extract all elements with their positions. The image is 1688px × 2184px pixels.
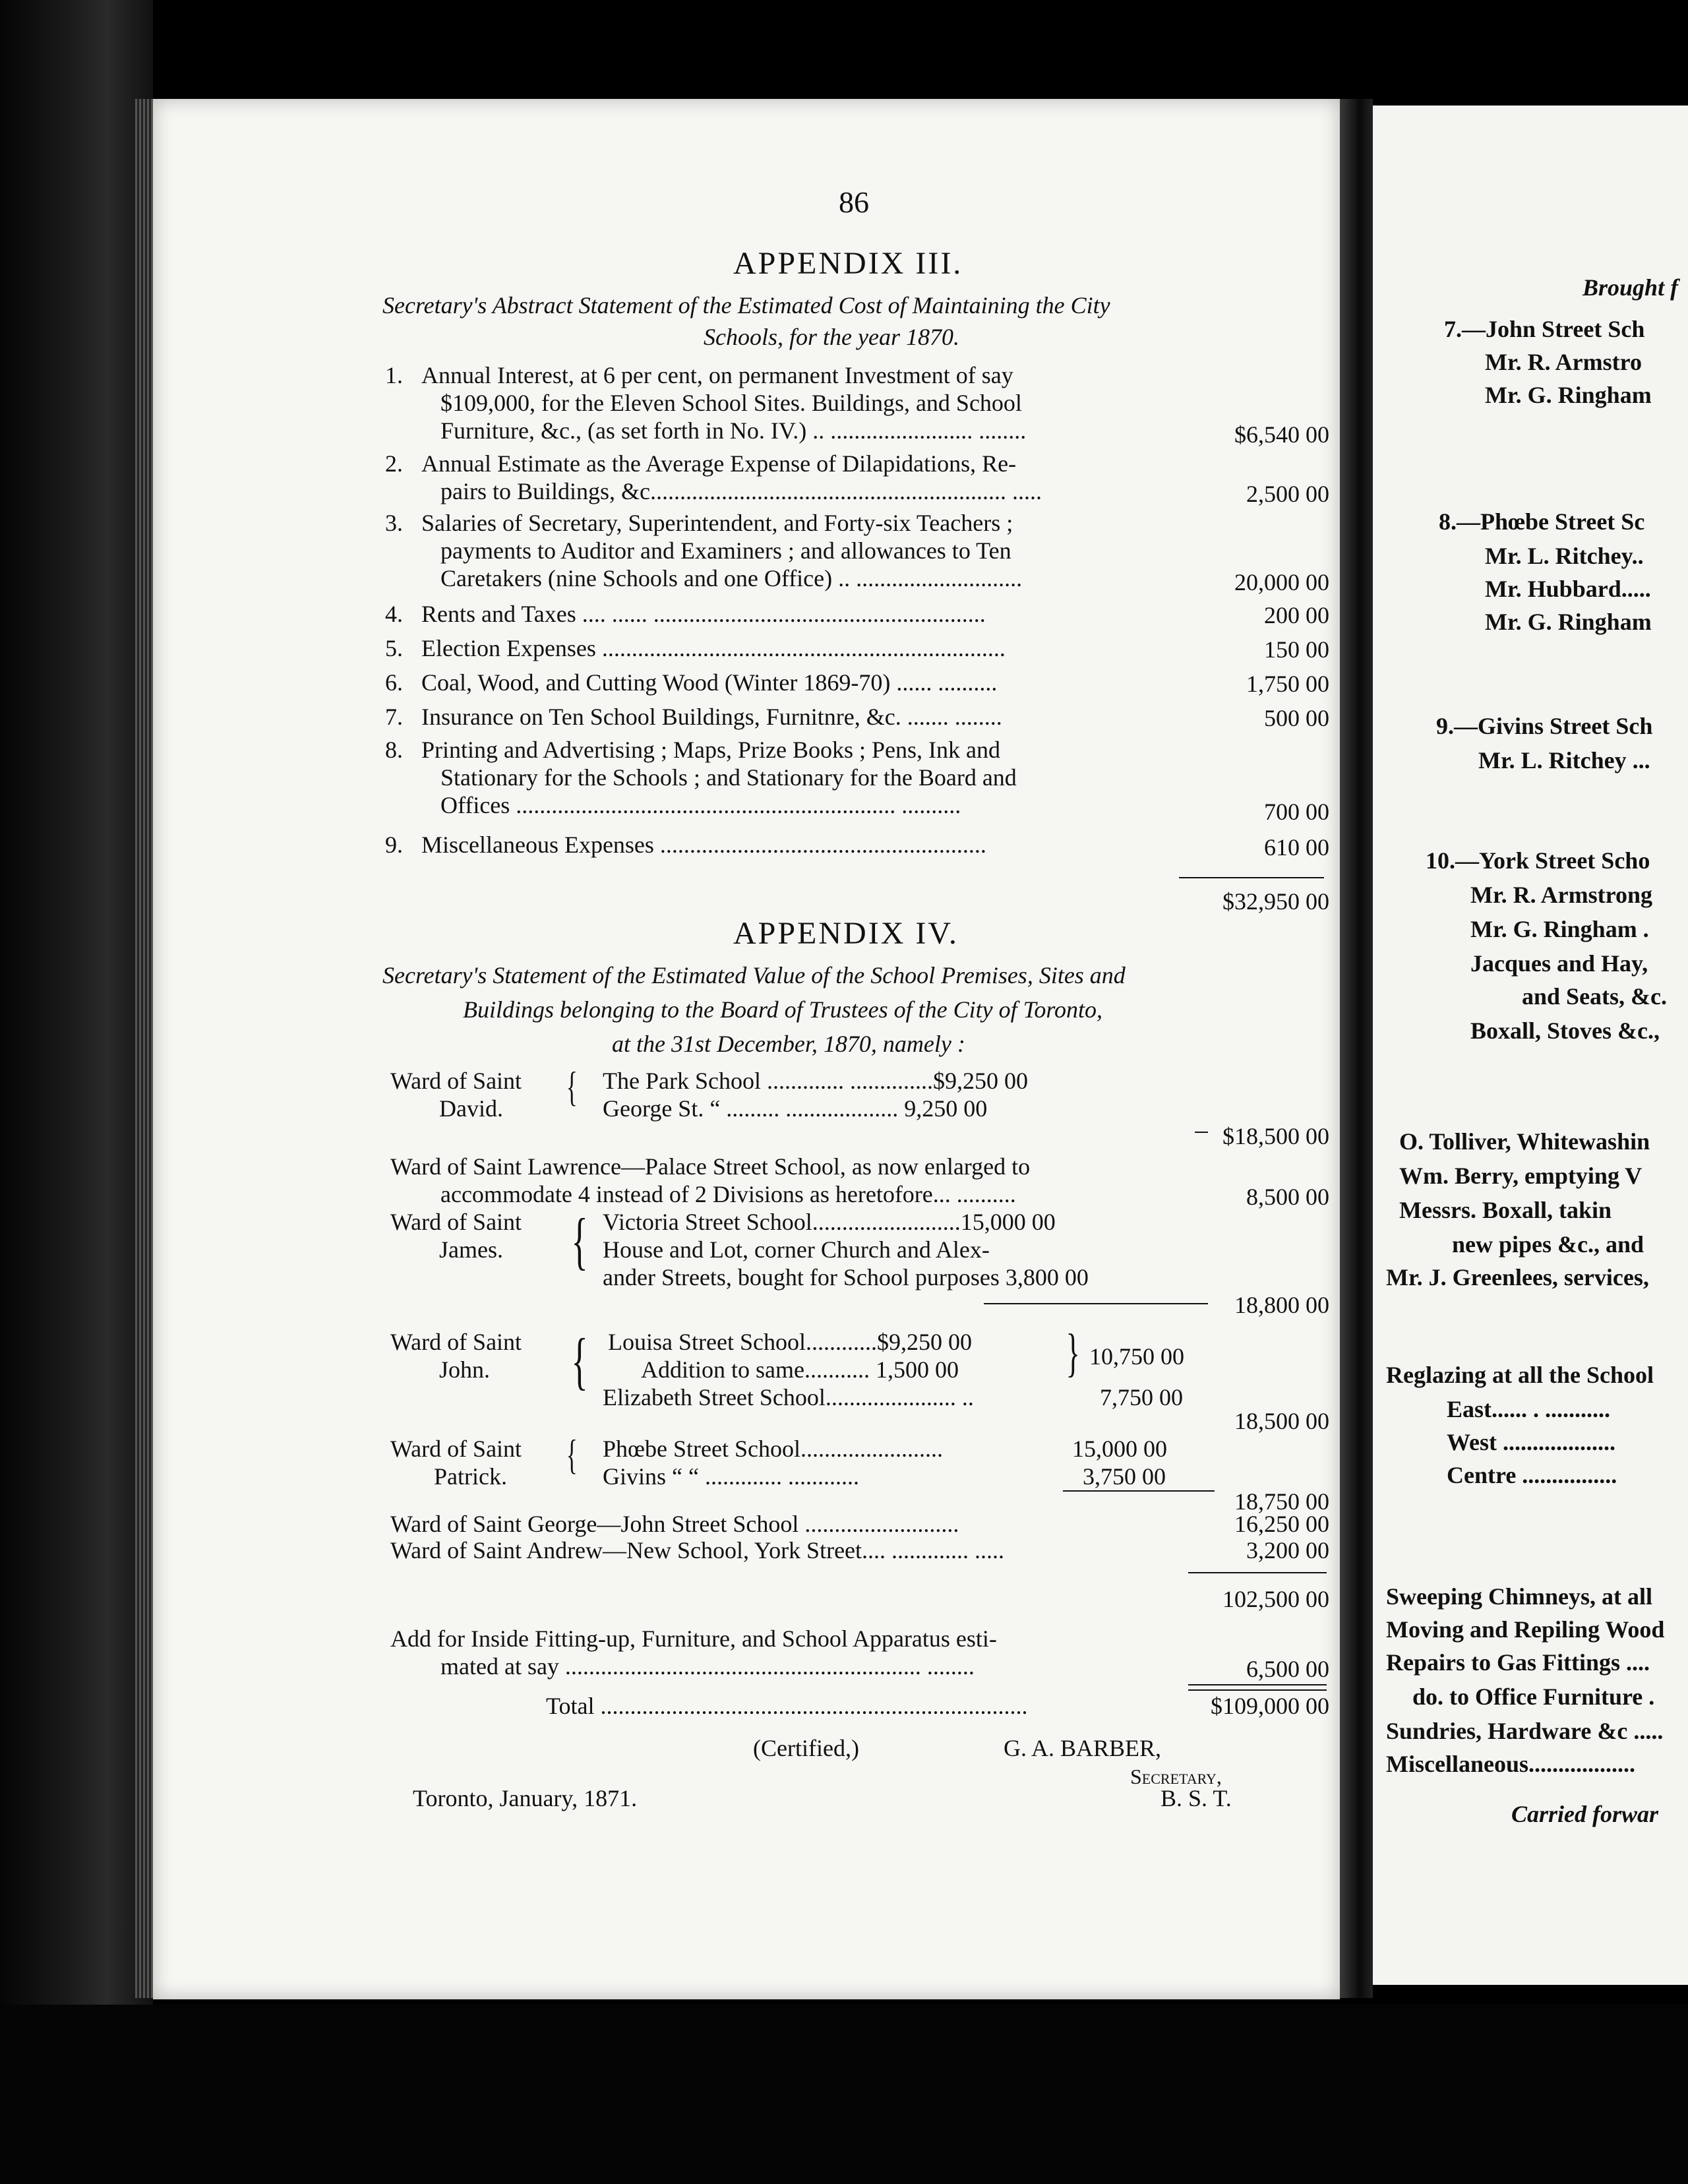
item-amount: 700 00 (1264, 799, 1329, 825)
subtotal: 10,750 00 (1089, 1343, 1184, 1370)
school-amount: 7,750 00 (1100, 1384, 1183, 1410)
appendix-3-title: APPENDIX III. (733, 246, 963, 281)
ward-label: Ward of Saint (390, 1068, 522, 1094)
appendix-4-subtitle-1: Secretary's Statement of the Estimated Value of the School Premises, Sites and (382, 962, 1126, 988)
right-line: Centre ................ (1447, 1462, 1617, 1488)
total-rule (1188, 1689, 1327, 1691)
certified-label: (Certified,) (753, 1735, 859, 1761)
school-row: Phœbe Street School........................ (603, 1436, 943, 1462)
total-rule (1188, 1684, 1327, 1685)
item-amount: 2,500 00 (1246, 481, 1329, 507)
school-row: The Park School ............. ..............$9,250 00 (603, 1068, 1028, 1094)
page-edges (135, 99, 155, 1998)
ward-label: James. (439, 1236, 503, 1263)
signer-board: B. S. T. (1160, 1785, 1232, 1811)
item-line: Annual Interest, at 6 per cent, on permanent Investment of say (421, 362, 1013, 388)
ward-total: 18,750 00 (1234, 1488, 1329, 1515)
right-line: and Seats, &c. (1522, 983, 1668, 1010)
right-line: Mr. Hubbard..... (1485, 576, 1651, 602)
appendix-3-subtitle-2: Schools, for the year 1870. (704, 324, 959, 350)
item-number: 8. (385, 737, 403, 763)
item-number: 5. (385, 635, 403, 661)
item-number: 3. (385, 510, 403, 536)
right-line: 9.—Givins Street Sch (1436, 713, 1653, 739)
brace-right: } (1066, 1324, 1080, 1382)
item-line: Election Expenses .................................................................... (421, 635, 1006, 661)
right-line: West ................... (1447, 1429, 1615, 1455)
right-line: O. Tolliver, Whitewashin (1399, 1128, 1650, 1155)
item-line: Stationary for the Schools ; and Stationary for the Board and (440, 764, 1017, 791)
add-line: Add for Inside Fitting-up, Furniture, and School Apparatus esti- (390, 1625, 997, 1652)
right-line: Mr. G. Ringham (1485, 609, 1652, 635)
ward-label: David. (439, 1095, 503, 1122)
right-line: Mr. L. Ritchey ... (1478, 747, 1650, 774)
brought-forward: Brought f (1582, 274, 1679, 301)
ward-label: John. (439, 1356, 491, 1383)
right-line: Mr. L. Ritchey.. (1485, 543, 1644, 569)
background-bottom (0, 2005, 1688, 2184)
right-line: Moving and Repiling Wood (1386, 1616, 1665, 1643)
appendix-3-subtitle-1: Secretary's Abstract Statement of the Estimated Cost of Maintaining the City (382, 292, 1110, 318)
item-number: 9. (385, 832, 403, 858)
right-line: Mr. G. Ringham (1485, 382, 1652, 408)
ward-amount: 16,250 00 (1234, 1511, 1329, 1537)
appendix-4-total: $109,000 00 (1211, 1693, 1329, 1719)
right-line: do. to Office Furniture . (1412, 1684, 1655, 1710)
item-number: 7. (385, 704, 403, 730)
ward-total: 18,500 00 (1234, 1408, 1329, 1434)
item-line: Printing and Advertising ; Maps, Prize Books ; Pens, Ink and (421, 737, 1000, 763)
item-line: Miscellaneous Expenses ....................................................... (421, 832, 986, 858)
right-line: Mr. G. Ringham . (1470, 916, 1649, 942)
right-line: Boxall, Stoves &c., (1470, 1017, 1660, 1044)
ward-line: accommodate 4 instead of 2 Divisions as heretofore... .......... (440, 1181, 1016, 1207)
signer-name: G. A. BARBER, (1004, 1735, 1162, 1761)
right-line: Messrs. Boxall, takin (1399, 1197, 1612, 1223)
right-line: Repairs to Gas Fittings .... (1386, 1649, 1650, 1676)
total-label: Total ........................................................................ (546, 1693, 1028, 1719)
page-87-partial (1373, 106, 1688, 1985)
school-row: Addition to same........... 1,500 00 (641, 1356, 959, 1383)
item-line: Caretakers (nine Schools and one Office) .. ............................ (440, 565, 1023, 592)
item-number: 2. (385, 450, 403, 477)
ward-line: Ward of Saint Andrew—New School, York Street.... ............. ..... (390, 1537, 1005, 1563)
item-line: Coal, Wood, and Cutting Wood (Winter 1869-70) ...... .......... (421, 669, 998, 696)
item-line: pairs to Buildings, &c............................................................ ..... (440, 478, 1042, 504)
item-line: Annual Estimate as the Average Expense of Dilapidations, Re- (421, 450, 1017, 477)
right-line: Sundries, Hardware &c ..... (1386, 1718, 1664, 1744)
item-amount: $6,540 00 (1234, 421, 1329, 448)
school-row: House and Lot, corner Church and Alex- (603, 1236, 990, 1263)
item-line: Salaries of Secretary, Superintendent, and Forty-six Teachers ; (421, 510, 1013, 536)
right-line: Jacques and Hay, (1470, 950, 1648, 977)
ward-label: Ward of Saint (390, 1209, 522, 1235)
ward-label: Patrick. (434, 1463, 507, 1490)
add-line: mated at say ............................................................ ........ (440, 1653, 975, 1680)
school-row: Givins “ “ ............. ............ (603, 1463, 859, 1490)
right-line: Mr. R. Armstro (1485, 349, 1642, 375)
appendix-4-subtitle-3: at the 31st December, 1870, namely : (612, 1031, 965, 1057)
item-line: Rents and Taxes .... ...... ........................................................ (421, 601, 986, 627)
brace: { (571, 1205, 588, 1276)
subtotal-rule (984, 1303, 1208, 1304)
ward-amount: 3,200 00 (1246, 1537, 1329, 1563)
add-amount: 6,500 00 (1246, 1656, 1329, 1682)
total-rule (1179, 877, 1324, 878)
ward-amount: 8,500 00 (1246, 1184, 1329, 1210)
right-line: East...... . ........... (1447, 1396, 1611, 1422)
ward-label: Ward of Saint (390, 1329, 522, 1355)
right-line: 8.—Phœbe Street Sc (1439, 508, 1645, 535)
ward-line: Ward of Saint Lawrence—Palace Street School, as now enlarged to (390, 1153, 1031, 1180)
school-row: ander Streets, bought for School purposes 3,800 00 (603, 1264, 1089, 1290)
right-line: Mr. R. Armstrong (1470, 882, 1652, 908)
page-number: 86 (839, 185, 869, 219)
item-line: payments to Auditor and Examiners ; and allowances to Ten (440, 537, 1011, 564)
item-line: Furniture, &c., (as set forth in No. IV.) .. ........................ ........ (440, 417, 1027, 444)
right-line: Mr. J. Greenlees, services, (1386, 1264, 1649, 1290)
item-line: Insurance on Ten School Buildings, Furnitnre, &c. ....... ........ (421, 704, 1002, 730)
right-line: new pipes &c., and (1452, 1231, 1644, 1258)
item-number: 1. (385, 362, 403, 388)
item-amount: 20,000 00 (1234, 569, 1329, 595)
right-line: 7.—John Street Sch (1444, 316, 1645, 342)
brace: { (566, 1063, 578, 1110)
book-binding-left (0, 0, 153, 2184)
subtotal-rule (1188, 1572, 1327, 1573)
school-amount: 15,000 00 (1072, 1436, 1167, 1462)
right-line: Wm. Berry, emptying V (1399, 1163, 1643, 1189)
appendix-4-subtotal: 102,500 00 (1222, 1586, 1329, 1612)
item-line: $109,000, for the Eleven School Sites. Buildings, and School (440, 390, 1022, 416)
appendix-3-total: $32,950 00 (1222, 888, 1329, 915)
right-line: Sweeping Chimneys, at all (1386, 1583, 1653, 1610)
place-date: Toronto, January, 1871. (413, 1785, 638, 1811)
item-line: Offices ................................................................ .......... (440, 792, 961, 818)
right-line: Reglazing at all the School (1386, 1362, 1654, 1388)
item-amount: 610 00 (1264, 834, 1329, 861)
item-amount: 200 00 (1264, 602, 1329, 628)
right-line: Miscellaneous.................. (1386, 1751, 1635, 1777)
item-number: 4. (385, 601, 403, 627)
item-number: 6. (385, 669, 403, 696)
carried-forward: Carried forwar (1511, 1801, 1659, 1827)
ward-line: Ward of Saint George—John Street School .......................... (390, 1511, 959, 1537)
school-row: George St. “ ......... ................... 9,250 00 (603, 1095, 988, 1122)
ward-label: Ward of Saint (390, 1436, 522, 1462)
signer-title: Secretary, (1130, 1765, 1222, 1788)
school-row: Victoria Street School.........................15,000 00 (603, 1209, 1056, 1235)
page-86 (153, 99, 1340, 1999)
appendix-4-subtitle-2: Buildings belonging to the Board of Trustees of the City of Toronto, (463, 996, 1103, 1023)
item-amount: 500 00 (1264, 705, 1329, 731)
school-row: Louisa Street School............$9,250 00 (608, 1329, 972, 1355)
book-gutter (1340, 99, 1373, 1998)
right-line: 10.—York Street Scho (1426, 847, 1650, 874)
item-amount: 1,750 00 (1246, 671, 1329, 697)
brace: { (566, 1431, 578, 1478)
brace: { (571, 1325, 588, 1396)
school-amount: 3,750 00 (1083, 1463, 1166, 1490)
ward-total: 18,800 00 (1234, 1292, 1329, 1318)
item-amount: 150 00 (1264, 636, 1329, 663)
appendix-4-title: APPENDIX IV. (733, 916, 959, 951)
ward-total: $18,500 00 (1222, 1123, 1329, 1149)
school-row: Elizabeth Street School...................... .. (603, 1384, 974, 1410)
